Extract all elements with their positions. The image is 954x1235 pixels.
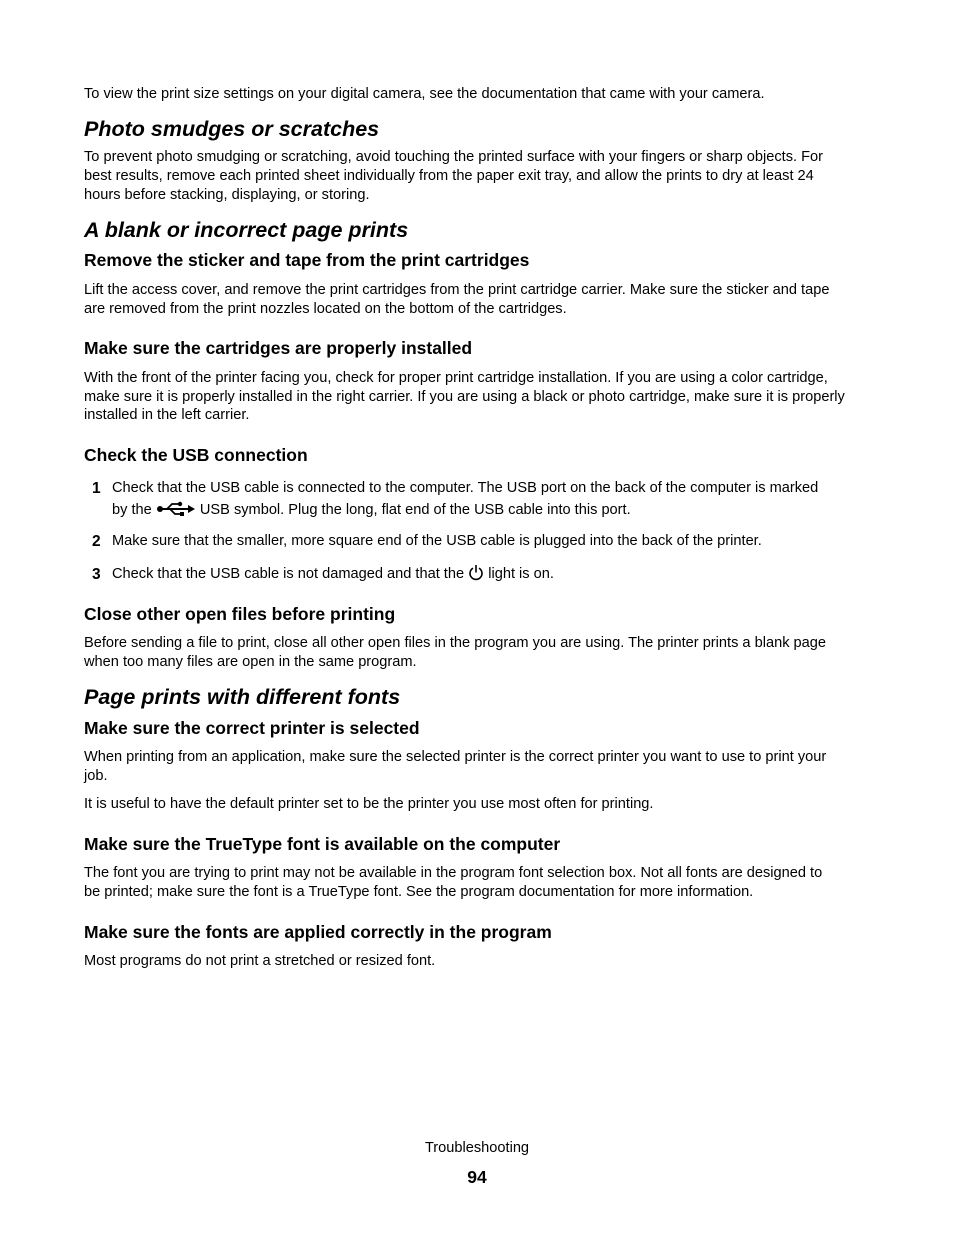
intro-text: To view the print size settings on your digital camera, see the documentation that came with your camera. xyxy=(84,86,765,102)
heading-different-fonts: Page prints with different fonts xyxy=(84,685,401,709)
smudges-line-2: best results, remove each printed sheet individually from the paper exit tray, and allow the prints to dry at least 24 xyxy=(84,168,814,184)
sticker-line-1: Lift the access cover, and remove the print cartridges from the print cartridge carrier. Make sure the sticker and tape xyxy=(84,282,830,298)
close-files-line-1: Before sending a file to print, close all other open files in the program you are using. The printer prints a blank page xyxy=(84,635,827,651)
close-files-line-2: when too many files are open in the same program. xyxy=(84,654,417,670)
printer-line-1: When printing from an application, make sure the selected printer is the correct printer you want to use to print your xyxy=(84,749,827,765)
sticker-line-2: are removed from the print nozzles located on the bottom of the cartridges. xyxy=(84,301,567,317)
installed-line-2: make sure it is properly installed in the right carrier. If you are using a black or photo cartridge, make sure it is properly xyxy=(84,389,845,405)
step-1-line-2-pre: by the xyxy=(112,502,152,518)
step-1-line-1: Check that the USB cable is connected to the computer. The USB port on the back of the computer is marked xyxy=(112,480,819,496)
smudges-line-1: To prevent photo smudging or scratching, avoid touching the printed surface with your fingers or sharp objects. For xyxy=(84,149,824,165)
heading-blank-page: A blank or incorrect page prints xyxy=(84,218,409,242)
step-1-line-2-post: USB symbol. Plug the long, flat end of the USB cable into this port. xyxy=(199,502,631,518)
installed-line-1: With the front of the printer facing you, check for proper print cartridge installation. If you are using a color cartridge, xyxy=(84,370,828,386)
heading-cartridges-installed: Make sure the cartridges are properly installed xyxy=(84,338,473,358)
truetype-line-2: be printed; make sure the font is a TrueType font. See the program documentation for more information. xyxy=(84,884,754,900)
printer-line-2: job. xyxy=(84,768,108,784)
power-icon xyxy=(468,564,484,588)
step-3-pre: Check that the USB cable is not damaged and that the xyxy=(112,566,465,582)
heading-photo-smudges: Photo smudges or scratches xyxy=(84,117,380,141)
heading-correct-printer: Make sure the correct printer is selected xyxy=(84,718,420,738)
heading-close-files: Close other open files before printing xyxy=(84,604,396,624)
step-number: 1 xyxy=(92,480,101,497)
heading-usb-connection: Check the USB connection xyxy=(84,445,308,465)
truetype-line-1: The font you are trying to print may not be available in the program font selection box. Not all fonts are designed to xyxy=(84,865,823,881)
usb-icon xyxy=(156,501,196,524)
installed-line-3: installed in the left carrier. xyxy=(84,407,250,423)
footer-section-label: Troubleshooting xyxy=(424,1140,530,1156)
step-number: 2 xyxy=(92,533,101,550)
heading-truetype: Make sure the TrueType font is available on the computer xyxy=(84,834,561,854)
step-number: 3 xyxy=(92,566,101,583)
heading-remove-sticker: Remove the sticker and tape from the print cartridges xyxy=(84,250,530,270)
fonts-applied-text: Most programs do not print a stretched or resized font. xyxy=(84,953,436,969)
printer-body-2: It is useful to have the default printer set to be the printer you use most often for printing. xyxy=(84,796,654,812)
step-3-post: light is on. xyxy=(488,566,554,582)
heading-fonts-applied: Make sure the fonts are applied correctly in the program xyxy=(84,922,552,942)
step-2-text: Make sure that the smaller, more square end of the USB cable is plugged into the back of the printer. xyxy=(112,533,762,549)
smudges-line-3: hours before stacking, displaying, or storing. xyxy=(84,187,370,203)
page-number: 94 xyxy=(467,1167,487,1187)
